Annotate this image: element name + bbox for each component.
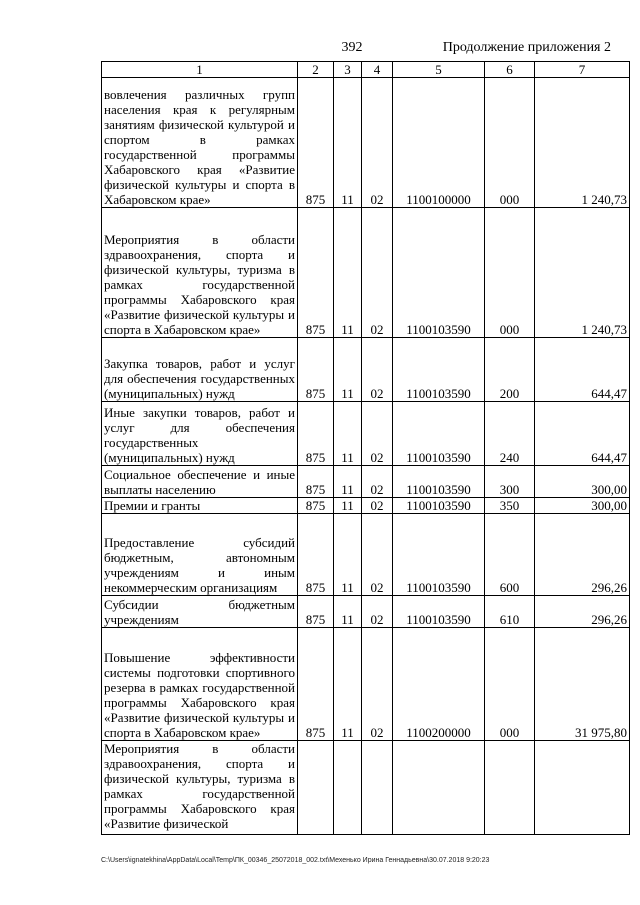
- row-description: Премии и гранты: [102, 498, 298, 514]
- page-number: 392: [341, 40, 363, 55]
- cell-expense-type: 300: [485, 466, 535, 498]
- cell-ministry-code: [298, 741, 334, 835]
- cell-section: [334, 741, 362, 835]
- cell-subsection: 02: [362, 498, 393, 514]
- cell-amount: 300,00: [535, 498, 630, 514]
- cell-section: 11: [334, 402, 362, 466]
- row-description: Мероприятия в области здравоохранения, спорта и физической культуры, туризма в рамках государственной программы Хабаровского края «Развитие физической: [102, 741, 298, 835]
- continuation-label: Продолжение приложения 2: [442, 40, 611, 55]
- table-row: [102, 628, 630, 741]
- cell-expense-type: 000: [485, 208, 535, 338]
- file-path-footer: C:\Users\ignatekhina\AppData\Local\Temp\ПК_00346_25072018_002.txt\Мехенько Ирина Геннадьевна\30.07.2018 9:20:23: [101, 857, 490, 864]
- cell-expense-type: 610: [485, 596, 535, 628]
- cell-amount: [535, 741, 630, 835]
- cell-amount: 296,26: [535, 596, 630, 628]
- cell-target-article: 1100200000: [393, 628, 485, 741]
- cell-section: 11: [334, 208, 362, 338]
- column-number-row: [102, 62, 630, 78]
- cell-amount: 1 240,73: [535, 208, 630, 338]
- cell-amount: 1 240,73: [535, 78, 630, 208]
- cell-ministry-code: 875: [298, 208, 334, 338]
- cell-section: 11: [334, 466, 362, 498]
- column-number: 2: [298, 62, 334, 78]
- column-number: 6: [485, 62, 535, 78]
- cell-target-article: 1100103590: [393, 338, 485, 402]
- cell-expense-type: 240: [485, 402, 535, 466]
- cell-target-article: 1100103590: [393, 402, 485, 466]
- cell-expense-type: 200: [485, 338, 535, 402]
- cell-ministry-code: 875: [298, 338, 334, 402]
- cell-subsection: 02: [362, 596, 393, 628]
- cell-subsection: 02: [362, 402, 393, 466]
- cell-target-article: 1100103590: [393, 498, 485, 514]
- cell-subsection: 02: [362, 208, 393, 338]
- table-row: [102, 338, 630, 402]
- cell-section: 11: [334, 596, 362, 628]
- cell-subsection: 02: [362, 628, 393, 741]
- cell-amount: 296,26: [535, 514, 630, 596]
- table-row: [102, 466, 630, 498]
- row-description: Предоставление субсидий бюджетным, автономным учреждениям и иным некоммерческим организациям: [102, 514, 298, 596]
- row-description: вовлечения различных групп населения края к регулярным занятиям физической культурой и спортом в рамках государственной программы Хабаровского края «Развитие физической культуры и спорта в Хабаровском крае»: [102, 78, 298, 208]
- cell-expense-type: 000: [485, 78, 535, 208]
- table-row: [102, 78, 630, 208]
- table-row: [102, 741, 630, 835]
- cell-expense-type: [485, 741, 535, 835]
- cell-subsection: 02: [362, 466, 393, 498]
- cell-target-article: [393, 741, 485, 835]
- cell-target-article: 1100103590: [393, 466, 485, 498]
- cell-section: 11: [334, 498, 362, 514]
- cell-subsection: [362, 741, 393, 835]
- cell-expense-type: 000: [485, 628, 535, 741]
- cell-expense-type: 600: [485, 514, 535, 596]
- cell-ministry-code: 875: [298, 78, 334, 208]
- cell-subsection: 02: [362, 338, 393, 402]
- row-description: Субсидии бюджетным учреждениям: [102, 596, 298, 628]
- cell-section: 11: [334, 78, 362, 208]
- cell-target-article: 1100103590: [393, 596, 485, 628]
- cell-ministry-code: 875: [298, 628, 334, 741]
- budget-table: [101, 61, 630, 835]
- table-row: [102, 596, 630, 628]
- cell-ministry-code: 875: [298, 402, 334, 466]
- row-description: Иные закупки товаров, работ и услуг для обеспечения государственных (муниципальных) нужд: [102, 402, 298, 466]
- cell-subsection: 02: [362, 78, 393, 208]
- row-description: Социальное обеспечение и иные выплаты населению: [102, 466, 298, 498]
- column-number: 5: [393, 62, 485, 78]
- cell-target-article: 1100100000: [393, 78, 485, 208]
- row-description: Закупка товаров, работ и услуг для обеспечения государственных (муниципальных) нужд: [102, 338, 298, 402]
- cell-amount: 300,00: [535, 466, 630, 498]
- table-row: [102, 514, 630, 596]
- cell-amount: 31 975,80: [535, 628, 630, 741]
- cell-section: 11: [334, 514, 362, 596]
- table-row: [102, 402, 630, 466]
- cell-target-article: 1100103590: [393, 514, 485, 596]
- row-description: Повышение эффективности системы подготовки спортивного резерва в рамках государственной программы Хабаровского края «Развитие физической культуры и спорта в Хабаровском крае»: [102, 628, 298, 741]
- cell-section: 11: [334, 338, 362, 402]
- cell-ministry-code: 875: [298, 596, 334, 628]
- cell-section: 11: [334, 628, 362, 741]
- cell-ministry-code: 875: [298, 514, 334, 596]
- column-number: 4: [362, 62, 393, 78]
- cell-amount: 644,47: [535, 402, 630, 466]
- cell-amount: 644,47: [535, 338, 630, 402]
- cell-ministry-code: 875: [298, 466, 334, 498]
- cell-expense-type: 350: [485, 498, 535, 514]
- column-number: 7: [535, 62, 630, 78]
- column-number: 3: [334, 62, 362, 78]
- cell-subsection: 02: [362, 514, 393, 596]
- cell-ministry-code: 875: [298, 498, 334, 514]
- row-description: Мероприятия в области здравоохранения, спорта и физической культуры, туризма в рамках государственной программы Хабаровского края «Развитие физической культуры и спорта в Хабаровском крае»: [102, 208, 298, 338]
- table-row: [102, 208, 630, 338]
- cell-target-article: 1100103590: [393, 208, 485, 338]
- table-row: [102, 498, 630, 514]
- column-number: 1: [102, 62, 298, 78]
